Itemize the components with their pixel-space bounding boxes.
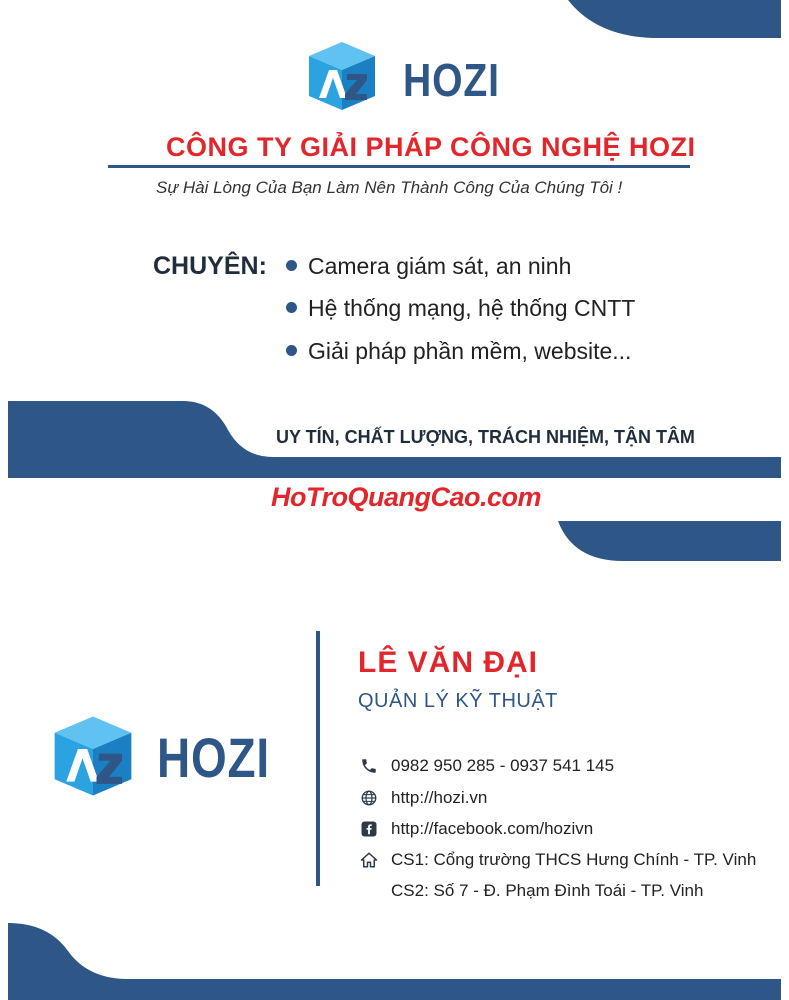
home-icon [360, 851, 378, 869]
globe-icon [360, 789, 378, 807]
contact-address-1: CS1: Cổng trường THCS Hưng Chính - TP. Vinh [360, 850, 756, 870]
business-card-back [8, 521, 781, 1000]
bullet-icon [286, 345, 297, 356]
hozi-logo [305, 40, 505, 112]
bottom-band [8, 923, 781, 1000]
specialty-item: Camera giám sát, an ninh [286, 253, 571, 280]
company-name: CÔNG TY GIẢI PHÁP CÔNG NGHỆ HOZI [166, 132, 696, 162]
logo-wordmark: HOZI [157, 726, 270, 789]
bullet-icon [286, 302, 297, 313]
slogan: Sự Hài Lòng Của Bạn Làm Nên Thành Công Của Chúng Tôi ! [156, 178, 623, 197]
contact-website: http://hozi.vn [360, 788, 487, 808]
cube-logo-icon [305, 40, 379, 112]
top-right-tab [558, 521, 781, 561]
specialty-item: Giải pháp phần mềm, website... [286, 338, 631, 365]
contact-phone: 0982 950 285 - 0937 541 145 [360, 756, 614, 776]
hozi-logo [50, 714, 280, 800]
watermark-text: HoTroQuangCao.com [271, 482, 542, 512]
facebook-icon [360, 820, 378, 838]
person-name: LÊ VĂN ĐẠI [358, 646, 539, 679]
core-values: UY TÍN, CHẤT LƯỢNG, TRÁCH NHIỆM, TẬN TÂM [276, 427, 695, 447]
contact-facebook: http://facebook.com/hozivn [360, 819, 593, 839]
vertical-divider [316, 631, 320, 886]
divider-line [108, 165, 690, 168]
specialties-label: CHUYÊN: [153, 252, 267, 280]
business-card-front [8, 0, 781, 478]
specialty-item: Hệ thống mạng, hệ thống CNTT [286, 295, 635, 322]
phone-icon [360, 757, 378, 775]
bullet-icon [286, 260, 297, 271]
cube-logo-icon [50, 714, 136, 798]
top-right-tab [568, 0, 781, 38]
logo-wordmark: HOZI [403, 54, 500, 106]
job-title: QUẢN LÝ KỸ THUẬT [358, 690, 558, 712]
contact-address-2: CS2: Số 7 - Đ. Phạm Đình Toái - TP. Vinh [391, 881, 704, 900]
